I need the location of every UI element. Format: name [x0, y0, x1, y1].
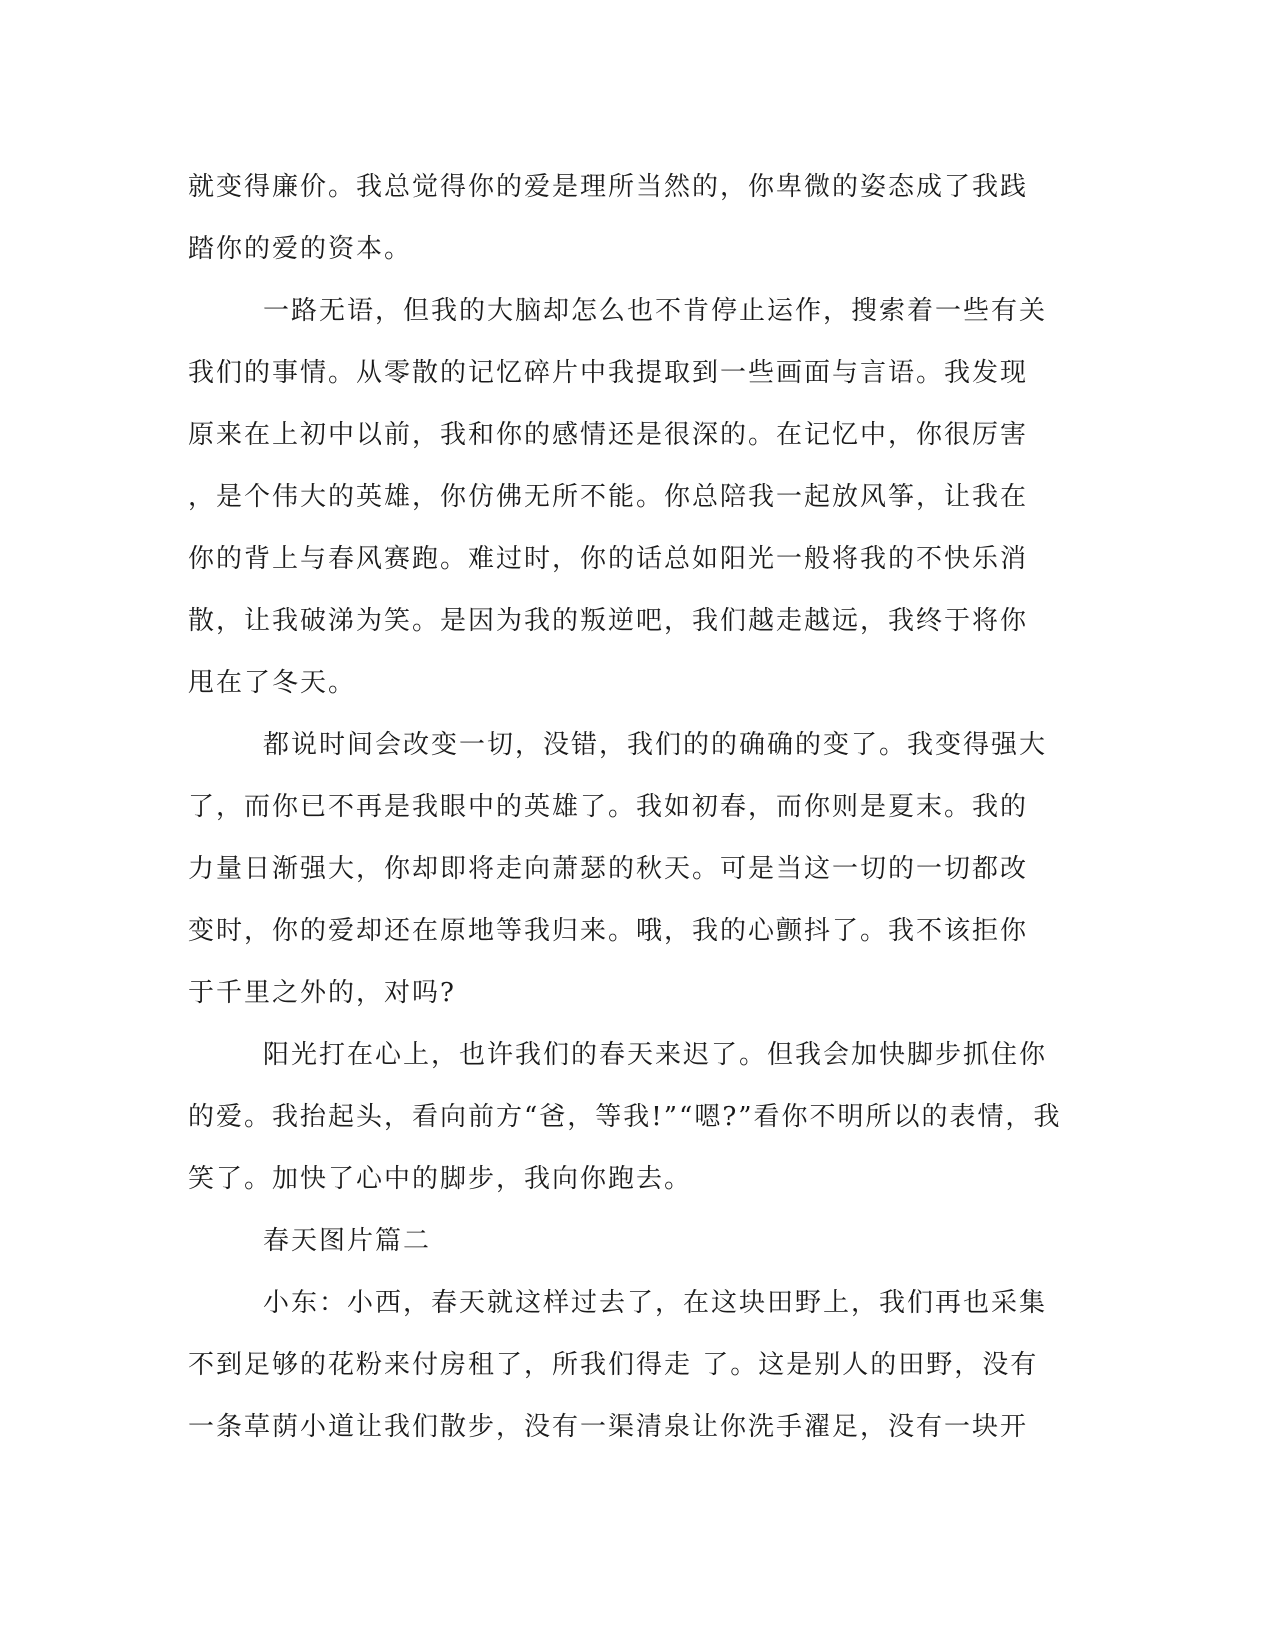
text-line: 都说时间会改变一切，没错，我们的的确确的变了。我变得强大 — [263, 730, 1048, 760]
text-line: 甩在了冬天。 — [188, 668, 357, 698]
text-line: 于千里之外的，对吗? — [188, 978, 456, 1008]
text-line: ，是个伟大的英雄，你仿佛无所不能。你总陪我一起放风筝，让我在 — [188, 482, 1029, 512]
text-line: 一路无语，但我的大脑却怎么也不肯停止运作，搜索着一些有关 — [263, 296, 1048, 326]
text-line: 了，而你已不再是我眼中的英雄了。我如初春，而你则是夏末。我的 — [188, 792, 1029, 822]
text-line: 就变得廉价。我总觉得你的爱是理所当然的，你卑微的姿态成了我践 — [188, 172, 1029, 202]
text-line: 原来在上初中以前，我和你的感情还是很深的。在记忆中，你很厉害 — [188, 420, 1029, 450]
text-line: 一条草荫小道让我们散步，没有一渠清泉让你洗手濯足，没有一块开 — [188, 1412, 1029, 1442]
text-line: 不到足够的花粉来付房租了，所我们得走 了。这是别人的田野，没有 — [188, 1350, 1039, 1380]
section-heading: 春天图片篇二 — [263, 1226, 432, 1256]
text-line: 踏你的爱的资本。 — [188, 234, 413, 264]
text-line: 变时，你的爱却还在原地等我归来。哦，我的心颤抖了。我不该拒你 — [188, 916, 1029, 946]
text-line: 小东：小西，春天就这样过去了，在这块田野上，我们再也采集 — [263, 1288, 1048, 1318]
text-line: 我们的事情。从零散的记忆碎片中我提取到一些画面与言语。我发现 — [188, 358, 1029, 388]
text-line: 笑了。加快了心中的脚步，我向你跑去。 — [188, 1164, 693, 1194]
body-text — [188, 156, 1088, 1458]
text-line: 阳光打在心上，也许我们的春天来迟了。但我会加快脚步抓住你 — [263, 1040, 1048, 1070]
text-line: 散，让我破涕为笑。是因为我的叛逆吧，我们越走越远，我终于将你 — [188, 606, 1029, 636]
text-line: 力量日渐强大，你却即将走向萧瑟的秋天。可是当这一切的一切都改 — [188, 854, 1029, 884]
text-line: 的爱。我抬起头，看向前方“爸，等我!”“嗯?”看你不明所以的表情，我 — [188, 1102, 1062, 1132]
text-line: 你的背上与春风赛跑。难过时，你的话总如阳光一般将我的不快乐消 — [188, 544, 1029, 574]
